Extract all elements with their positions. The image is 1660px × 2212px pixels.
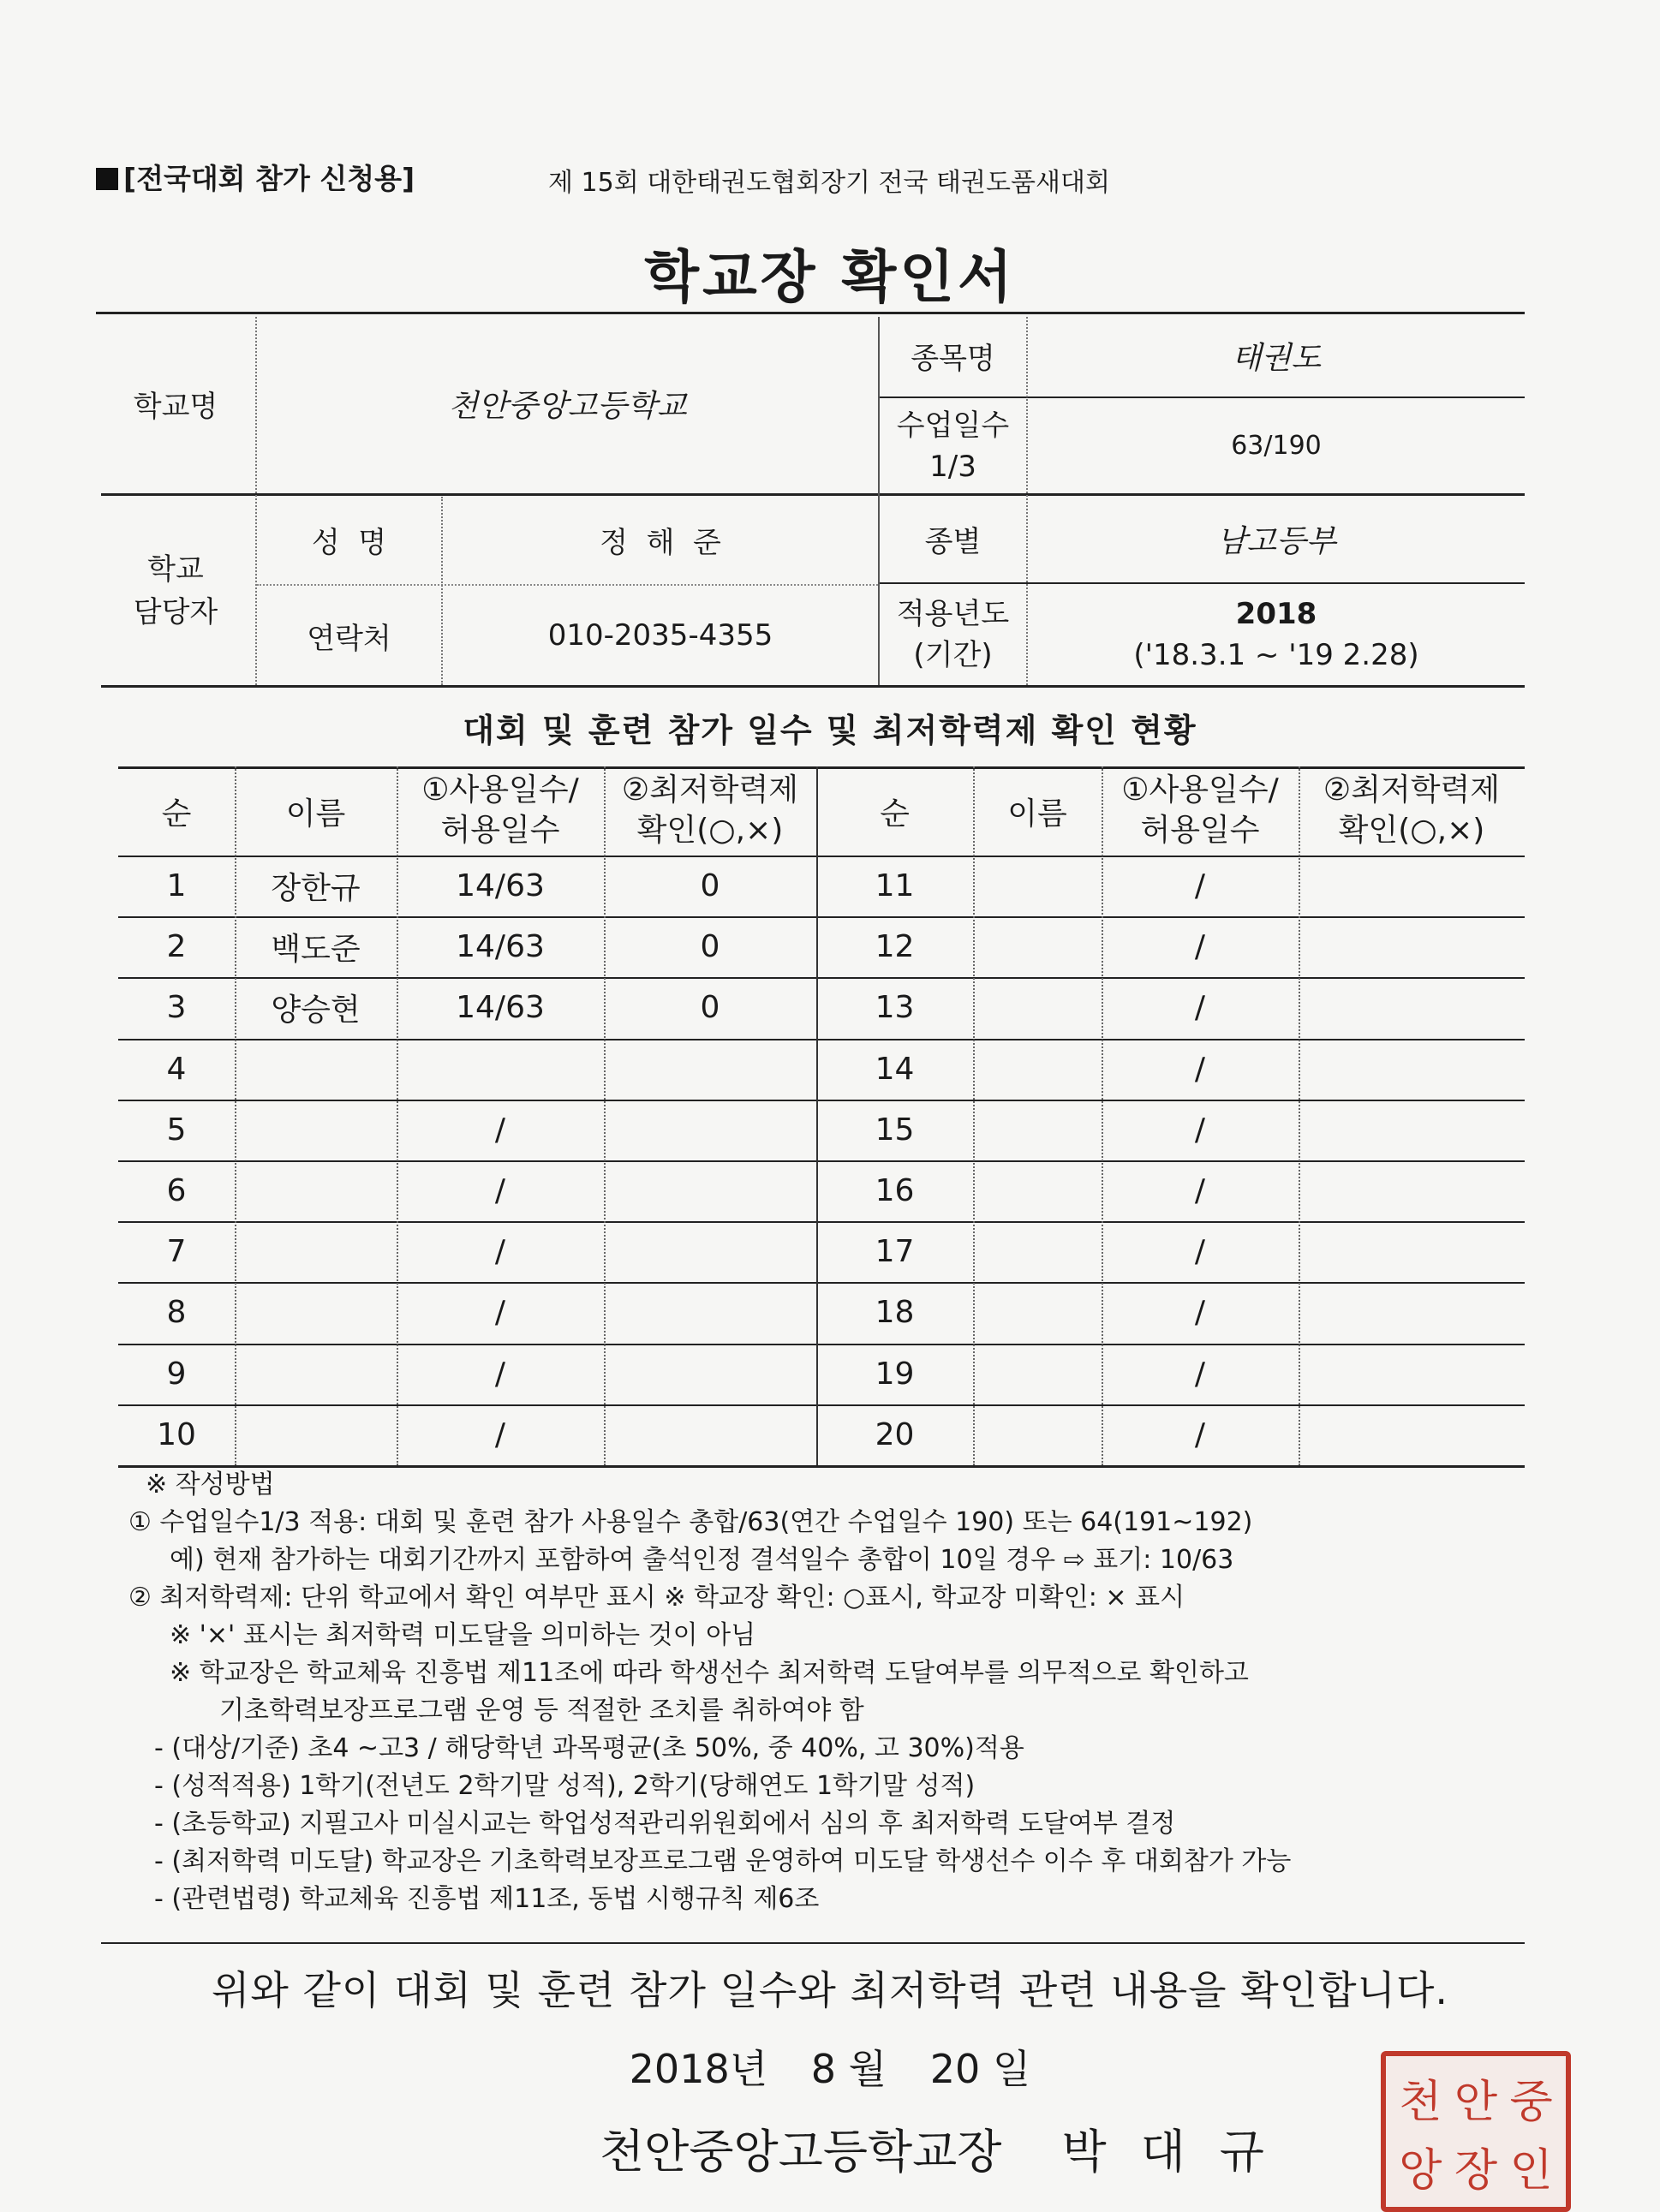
days-used-ratio: 14/63	[456, 929, 545, 965]
detail-4: - (최저학력 미도달) 학교장은 기초학력보장프로그램 운영하여 미도달 학생선수 이수 후 대회참가 가능	[154, 1846, 1292, 1876]
header-no: 순	[161, 796, 192, 832]
apply-year-label-line2: (기간)	[913, 638, 993, 672]
min-academic-check	[604, 1039, 816, 1100]
header-days-line2: 허용일수	[1140, 813, 1260, 848]
row-number: 11	[875, 868, 915, 904]
row-number: 19	[875, 1356, 915, 1392]
row-number: 12	[875, 929, 915, 965]
section-title: 대회 및 훈련 참가 일수 및 최저학력제 확인 현황	[463, 712, 1197, 749]
signatory-name: 박대규	[1061, 2125, 1299, 2179]
athlete-name	[973, 1160, 1102, 1221]
header-days-line1: ①사용일수/	[1121, 772, 1279, 808]
min-academic-check	[604, 1282, 816, 1343]
manager-label-line2: 담당자	[133, 594, 218, 629]
manager-label-line1: 학교	[147, 552, 204, 587]
note-4-cont: 기초학력보장프로그램 운영 등 적절한 조치를 취하여야 함	[219, 1696, 864, 1726]
min-academic-check	[1299, 1282, 1525, 1343]
days-used-ratio: /	[494, 1295, 506, 1331]
athlete-name	[235, 1282, 397, 1343]
athlete-name	[235, 1344, 397, 1404]
min-academic-check	[604, 1404, 816, 1465]
days-used-ratio: /	[494, 1416, 506, 1452]
seal-character: 앙	[1399, 2144, 1442, 2197]
document-title: 학교장 확인서	[644, 244, 1016, 310]
contact-value: 010-2035-4355	[547, 618, 773, 653]
form-tag-text: [전국대회 참가 신청용]	[123, 162, 415, 195]
row-number: 8	[166, 1295, 187, 1331]
seal-character: 중	[1509, 2076, 1553, 2128]
min-academic-check	[604, 1160, 816, 1221]
min-academic-check	[1299, 1344, 1525, 1404]
header-name: 이름	[1007, 796, 1067, 832]
square-bullet-icon	[96, 168, 118, 190]
min-academic-check	[1299, 1160, 1525, 1221]
athlete-name	[235, 1221, 397, 1282]
note-2: ② 최저학력제: 단위 학교에서 확인 여부만 표시 ※ 학교장 확인: ○표시, 학교장 미확인: × 표시	[128, 1583, 1185, 1613]
class-days-label	[880, 398, 1026, 493]
date-month: 8 월	[810, 2046, 887, 2092]
event-label: 종목명	[911, 341, 995, 376]
header-min-line1: ②최저학력제	[1323, 772, 1501, 808]
form-tag	[96, 157, 415, 197]
seal-character: 천	[1399, 2076, 1442, 2128]
min-academic-check	[1299, 856, 1525, 916]
header-min-line1: ②최저학력제	[621, 772, 799, 808]
instructions	[128, 1466, 1516, 1918]
days-used-ratio: /	[1194, 868, 1206, 904]
athlete-name	[235, 1160, 397, 1221]
apply-year-value	[1028, 584, 1525, 685]
category-label: 종별	[924, 525, 982, 559]
header-name: 이름	[285, 796, 346, 832]
athlete-name	[973, 856, 1102, 916]
athlete-name	[235, 1039, 397, 1100]
row-number: 14	[875, 1051, 915, 1087]
min-academic-check	[1299, 977, 1525, 1038]
athlete-name	[973, 1039, 1102, 1100]
date-year: 2018년	[629, 2046, 768, 2092]
class-days-label-line1: 수업일수	[896, 408, 1010, 443]
athlete-name	[973, 916, 1102, 977]
manager-label	[96, 496, 255, 685]
header-days	[397, 766, 604, 856]
athlete-name	[973, 1221, 1102, 1282]
min-academic-check: 0	[700, 990, 720, 1026]
days-used-ratio: /	[1194, 1416, 1206, 1452]
days-used-ratio: /	[1194, 1051, 1206, 1087]
athlete-name	[235, 1404, 397, 1465]
instructions-heading: ※ 작성방법	[146, 1470, 275, 1500]
apply-year-label	[880, 584, 1026, 685]
days-used-ratio: /	[1194, 990, 1206, 1026]
apply-year-label-line1: 적용년도	[896, 597, 1010, 631]
date-day: 20 일	[929, 2046, 1031, 2092]
confirmation-statement: 위와 같이 대회 및 훈련 참가 일수와 최저학력 관련 내용을 확인합니다.	[211, 1967, 1449, 2013]
athlete-name: 양승현	[271, 993, 361, 1028]
competition-name: 제 15회 대한태권도협회장기 전국 태권도품새대회	[548, 168, 1110, 198]
min-academic-check	[604, 1344, 816, 1404]
header-min-line2: 확인(○,×)	[1338, 813, 1485, 848]
note-4: ※ 학교장은 학교체육 진흥법 제11조에 따라 학생선수 최저학력 도달여부를 의무적으로 확인하고	[170, 1658, 1249, 1688]
days-used-ratio: /	[1194, 1295, 1206, 1331]
divider	[101, 685, 1525, 688]
row-number: 2	[166, 929, 187, 965]
min-academic-check	[1299, 916, 1525, 977]
roster-table	[118, 766, 1525, 1465]
detail-5: - (관련법령) 학교체육 진흥법 제11조, 동법 시행규칙 제6조	[154, 1884, 820, 1914]
category-value: 남고등부	[1216, 524, 1336, 559]
official-seal	[1381, 2051, 1571, 2212]
days-used-ratio: /	[1194, 929, 1206, 965]
name-label: 성 명	[311, 526, 387, 560]
athlete-name	[973, 1282, 1102, 1343]
seal-character: 장	[1454, 2144, 1498, 2197]
row-number: 20	[875, 1416, 915, 1452]
row-number: 3	[166, 990, 187, 1026]
row-number: 18	[875, 1295, 915, 1331]
row-number: 7	[166, 1234, 187, 1270]
school-name-label: 학교명	[133, 390, 218, 424]
athlete-name	[973, 977, 1102, 1038]
min-academic-check: 0	[700, 868, 720, 904]
note-3: ※ '×' 표시는 최저학력 미도달을 의미하는 것이 아님	[170, 1620, 756, 1650]
row-number: 5	[166, 1112, 187, 1148]
min-academic-check: 0	[700, 929, 720, 965]
row-number: 9	[166, 1356, 187, 1392]
event-value: 태권도	[1231, 340, 1322, 376]
min-academic-check	[604, 1221, 816, 1282]
days-used-ratio: /	[1194, 1173, 1206, 1209]
class-days-label-line2: 1/3	[929, 449, 976, 484]
detail-1: - (대상/기준) 초4 ~고3 / 해당학년 과목평균(초 50%, 중 40%, 고 30%)적용	[154, 1733, 1024, 1763]
row-number: 4	[166, 1051, 187, 1087]
row-number: 6	[166, 1173, 187, 1209]
detail-3: - (초등학교) 지필고사 미실시교는 학업성적관리위원회에서 심의 후 최저학력 도달여부 결정	[154, 1809, 1176, 1839]
days-used-ratio: /	[1194, 1356, 1206, 1392]
athlete-name	[973, 1404, 1102, 1465]
apply-period: ('18.3.1 ~ '19 2.28)	[1133, 638, 1419, 672]
row-number: 1	[166, 868, 187, 904]
class-days-value: 63/190	[1231, 431, 1322, 461]
row-number: 13	[875, 990, 915, 1026]
days-used-ratio: /	[1194, 1112, 1206, 1148]
days-used-ratio: /	[494, 1234, 506, 1270]
seal-character: 안	[1454, 2076, 1498, 2128]
header-days	[1102, 766, 1299, 856]
athlete-name: 백도준	[271, 932, 361, 968]
seal-characters	[1394, 2065, 1557, 2198]
days-used-ratio: 14/63	[456, 990, 545, 1026]
apply-year: 2018	[1235, 597, 1317, 631]
min-academic-check	[1299, 1404, 1525, 1465]
row-number: 16	[875, 1173, 915, 1209]
days-used-ratio	[397, 1039, 604, 1100]
manager-name-value: 정 해 준	[600, 526, 721, 560]
athlete-name	[973, 1344, 1102, 1404]
note-1: ① 수업일수1/3 적용: 대회 및 훈련 참가 사용일수 총합/63(연간 수업일수 190) 또는 64(191~192)	[128, 1507, 1253, 1537]
days-used-ratio: 14/63	[456, 868, 545, 904]
signatory-org: 천안중앙고등학교장	[600, 2125, 1002, 2179]
athlete-name	[973, 1100, 1102, 1160]
header-min-academic	[604, 766, 816, 856]
seal-character: 인	[1509, 2144, 1553, 2197]
min-academic-check	[1299, 1039, 1525, 1100]
min-academic-check	[604, 1100, 816, 1160]
header-days-line1: ①사용일수/	[421, 772, 579, 808]
header-no: 순	[880, 796, 910, 832]
days-used-ratio: /	[1194, 1234, 1206, 1270]
min-academic-check	[1299, 1100, 1525, 1160]
row-number: 10	[157, 1416, 196, 1452]
athlete-name	[235, 1100, 397, 1160]
header-min-academic	[1299, 766, 1525, 856]
detail-2: - (성적적용) 1학기(전년도 2학기말 성적), 2학기(당해연도 1학기말 성적)	[154, 1771, 976, 1801]
row-number: 17	[875, 1234, 915, 1270]
days-used-ratio: /	[494, 1112, 506, 1148]
days-used-ratio: /	[494, 1356, 506, 1392]
school-name-value: 천안중앙고등학교	[448, 389, 687, 424]
athlete-name: 장한규	[271, 871, 361, 907]
days-used-ratio: /	[494, 1173, 506, 1209]
header-days-line2: 허용일수	[440, 813, 560, 848]
signatory	[600, 2115, 1299, 2181]
min-academic-check	[1299, 1221, 1525, 1282]
header-min-line2: 확인(○,×)	[636, 813, 784, 848]
contact-label: 연락처	[307, 621, 391, 656]
note-1-example: 예) 현재 참가하는 대회기간까지 포함하여 출석인정 결석일수 총합이 10일 경우 ⇨ 표기: 10/63	[170, 1545, 1234, 1575]
divider	[101, 1942, 1525, 1944]
row-number: 15	[875, 1112, 915, 1148]
